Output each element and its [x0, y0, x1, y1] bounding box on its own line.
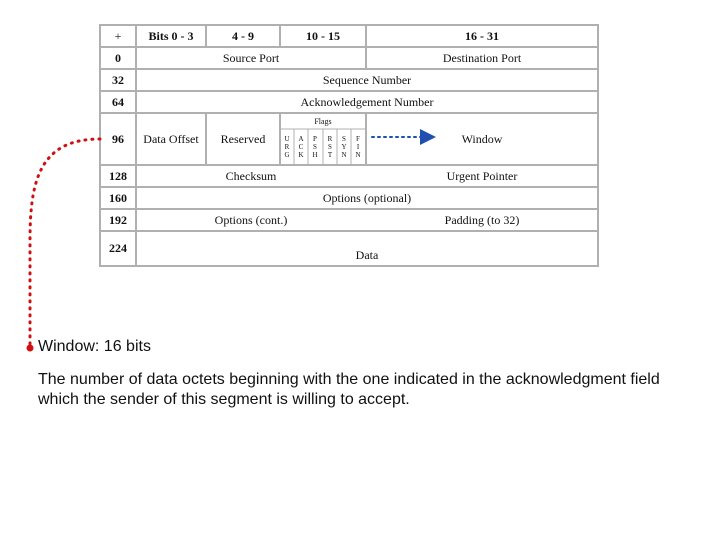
data-offset-field: Data Offset [143, 131, 199, 146]
offset-32: 32 [112, 72, 124, 87]
offset-64: 64 [112, 94, 124, 109]
options-field: Options (optional) [322, 190, 412, 205]
offset-160: 160 [109, 190, 127, 205]
window-field: Window [461, 131, 503, 146]
source-port-field: Source Port [222, 50, 280, 65]
options-cont-field: Options (cont.) [214, 212, 288, 227]
header-plus: + [114, 28, 122, 43]
padding-field: Padding (to 32) [444, 212, 520, 227]
connector-endpoint-dot [27, 345, 34, 352]
offset-96: 96 [112, 131, 124, 146]
destination-port-field: Destination Port [442, 50, 522, 65]
acknowledgement-number-field: Acknowledgement Number [300, 94, 434, 109]
flag-rst: R S T [327, 135, 333, 159]
flag-ack: A C K [298, 135, 304, 159]
flag-syn: S Y N [341, 135, 347, 159]
caption-title: Window: 16 bits [38, 338, 151, 355]
offset-128: 128 [109, 168, 127, 183]
header-bits-4-9: 4 - 9 [232, 28, 254, 43]
data-field: Data [355, 248, 379, 262]
flag-fin: F I N [355, 135, 361, 159]
caption-description: The number of data octets beginning with the one indicated in the acknowledgment field which the sender of this segment is willing to accept. [38, 371, 660, 408]
offset-192: 192 [109, 212, 127, 227]
checksum-field: Checksum [225, 168, 277, 183]
red-dotted-connector [30, 139, 100, 348]
flag-urg: U R G [284, 135, 290, 159]
flags-label: Flags [314, 117, 332, 126]
urgent-pointer-field: Urgent Pointer [446, 168, 518, 183]
header-bits-0-3: Bits 0 - 3 [148, 28, 194, 43]
sequence-number-field: Sequence Number [322, 72, 412, 87]
reserved-field: Reserved [220, 131, 266, 146]
offset-224: 224 [109, 241, 127, 255]
offset-0: 0 [115, 50, 121, 65]
flag-psh: P S H [312, 135, 318, 159]
header-bits-10-15: 10 - 15 [306, 28, 340, 43]
header-bits-16-31: 16 - 31 [465, 28, 499, 43]
